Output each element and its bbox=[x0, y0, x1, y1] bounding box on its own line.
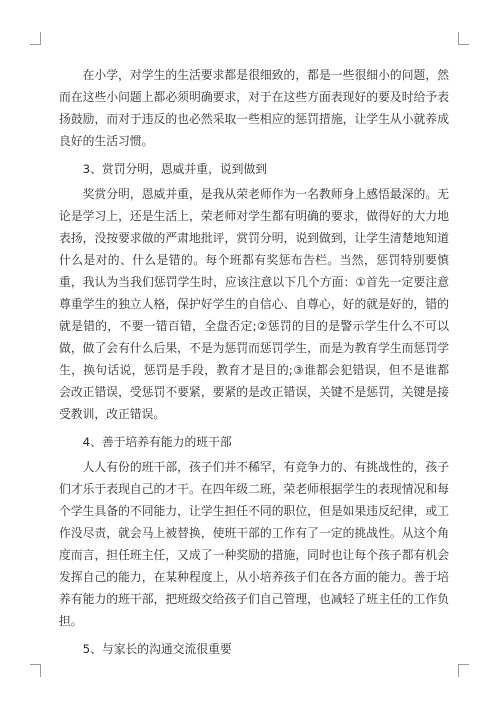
paragraph-student-life-requirements: 在小学，对学生的生活要求都是很细致的，都是一些很细小的问题，然而在这些小问题上都必须明确要求，对于在这些方面表现好的要及时给予表扬鼓励，而对于违反的也必然采取一些相应的惩罚措施，让学生从小就养成良好的生活习惯。 bbox=[59, 68, 449, 148]
paragraph-reward-punishment: 奖赏分明，恩威并重，是我从荣老师作为一名教师身上感悟最深的。无论是学习上，还是生活上，荣老师对学生都有明确的要求，做得好的大力地表扬，没按要求做的严肃地批评，赏罚分明，说到做到，让学生清楚地知道什么是对的、什么是错的。每个班都有奖惩布告栏。当然，惩罚特别要慎重，我认为当我们惩罚学生时，应该注意以下几个方面：①首先一定要注意尊重学生的独立人格，保护好学生的自信心、自尊心，好的就是好的，错的就是错的，不要一错百错，全盘否定;②惩罚的目的是警示学生什么不可以做，做了会有什么后果，不是为惩罚而惩罚学生，而是为教育学生而惩罚学生，换句话说，惩罚是手段，教育才是目的;③谁都会犯错误，但不是谁都会改正错误，受惩罚不要紧，要紧的是改正错误，关键不是惩罚，关键是接受教训，改正错误。 bbox=[59, 187, 449, 421]
heading-parent-communication: 5、与家长的沟通交流很重要 bbox=[82, 642, 232, 656]
crop-mark-bottom-right bbox=[458, 664, 469, 677]
document-body bbox=[59, 64, 449, 663]
heading-reward-punishment: 3、赏罚分明，恩威并重，说到做到 bbox=[82, 162, 268, 176]
crop-mark-top-left bbox=[30, 32, 41, 45]
crop-mark-bottom-left bbox=[30, 664, 41, 677]
heading-class-cadres: 4、善于培养有能力的班干部 bbox=[82, 435, 232, 449]
paragraph-class-cadres: 人人有份的班干部，孩子们并不稀罕，有竞争力的、有挑战性的，孩子们才乐于表现自己的才干。在四年级二班，荣老师根据学生的表现情况和每个学生具备的不同能力，让学生担任不同的职位，但是如果违反纪律，或工作没尽责，就会马上被替换，使班干部的工作有了一定的挑战性。从这个角度而言，担任班主任，又成了一种奖励的措施，同时也让每个孩子都有机会发挥自己的能力，在某种程度上，从小培养孩子们在各方面的能力。善于培养有能力的班干部，把班级交给孩子们自己管理，也减轻了班主任的工作负担。 bbox=[59, 460, 449, 628]
crop-mark-top-right bbox=[458, 32, 469, 45]
